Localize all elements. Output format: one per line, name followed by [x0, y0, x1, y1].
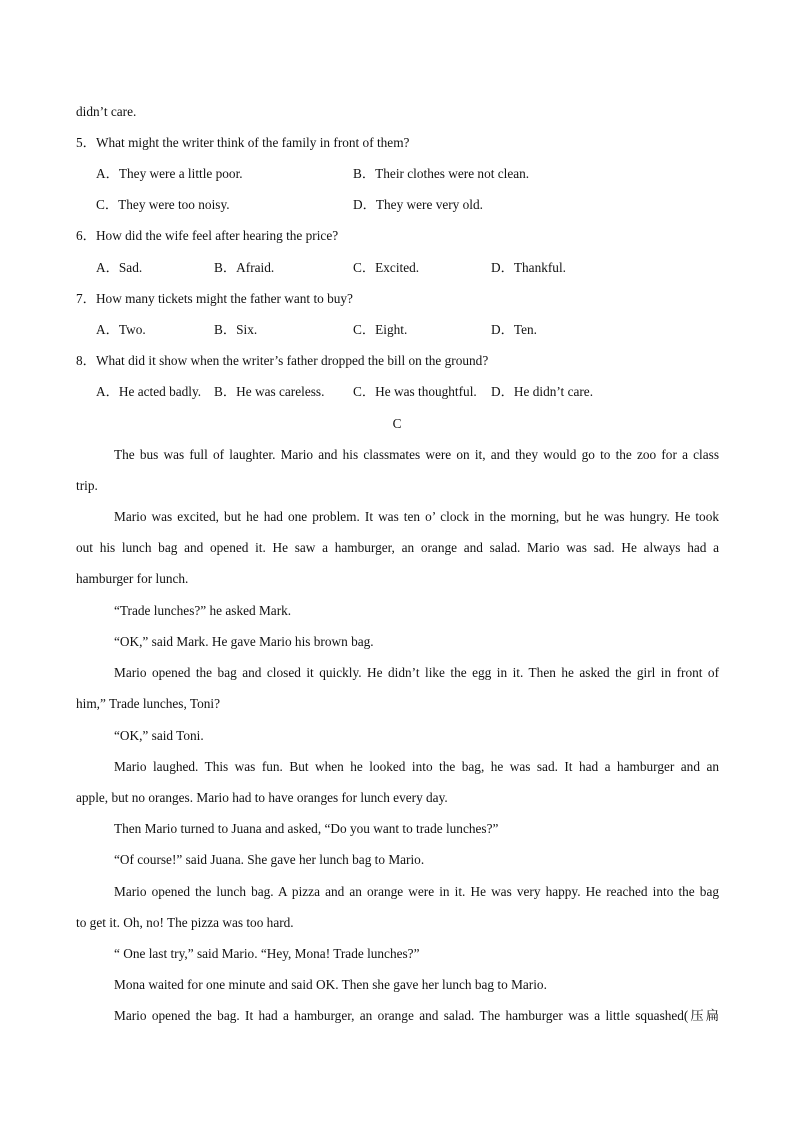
question-8-option-c[interactable]: C．He was thoughtful. — [353, 384, 477, 399]
passage-paragraph-5-line-1: Mario opened the bag and closed it quickly. He didn’t like the egg in it. Then he asked the girl in front of — [114, 665, 719, 680]
passage-paragraph-1-line-2: trip. — [76, 478, 98, 493]
passage-paragraph-2-line-2: out his lunch bag and opened it. He saw a hamburger, an orange and salad. Mario was sad. He always had a — [76, 540, 719, 555]
passage-paragraph-10-line-2: to get it. Oh, no! The pizza was too hard. — [76, 915, 294, 930]
question-7-option-d[interactable]: D．Ten. — [491, 322, 537, 337]
question-6-option-c[interactable]: C．Excited. — [353, 260, 420, 275]
question-7-stem: 7．How many tickets might the father want to buy? — [76, 291, 353, 306]
passage-paragraph-2-line-1: Mario was excited, but he had one problem. It was ten o’ clock in the morning, but he was hungry. He took — [114, 509, 719, 524]
passage-paragraph-9: “Of course!” said Juana. She gave her lunch bag to Mario. — [114, 852, 425, 867]
question-5-option-d[interactable]: D．They were very old. — [353, 197, 483, 212]
passage-paragraph-4: “OK,” said Mark. He gave Mario his brown bag. — [114, 634, 374, 649]
question-8-stem: 8．What did it show when the writer’s father dropped the bill on the ground? — [76, 353, 489, 368]
question-8-option-a[interactable]: A．He acted badly. — [96, 384, 202, 399]
question-8-option-b[interactable]: B．He was careless. — [214, 384, 325, 399]
question-6-option-a[interactable]: A．Sad. — [96, 260, 143, 275]
passage-paragraph-7-line-1: Mario laughed. This was fun. But when he looked into the bag, he was sad. It had a hamburger and an — [114, 759, 719, 774]
passage-paragraph-11: “ One last try,” said Mario. “Hey, Mona! Trade lunches?” — [114, 946, 420, 961]
question-5-option-a[interactable]: A．They were a little poor. — [96, 166, 243, 181]
section-heading-c: C — [392, 416, 402, 431]
question-5-stem: 5．What might the writer think of the family in front of them? — [76, 135, 410, 150]
passage-paragraph-3: “Trade lunches?” he asked Mark. — [114, 603, 292, 618]
passage-paragraph-13-line-1: Mario opened the bag. It had a hamburger, an orange and salad. The hamburger was a little squashed(压扁 — [114, 1008, 719, 1023]
question-7-option-c[interactable]: C．Eight. — [353, 322, 408, 337]
passage-paragraph-2-line-3: hamburger for lunch. — [76, 571, 189, 586]
passage-paragraph-7-line-2: apple, but no oranges. Mario had to have oranges for lunch every day. — [76, 790, 448, 805]
question-8-option-d[interactable]: D．He didn’t care. — [491, 384, 594, 399]
question-6-stem: 6．How did the wife feel after hearing the price? — [76, 228, 339, 243]
question-7-option-b[interactable]: B．Six. — [214, 322, 258, 337]
passage-paragraph-8: Then Mario turned to Juana and asked, “Do you want to trade lunches?” — [114, 821, 499, 836]
passage-paragraph-6: “OK,” said Toni. — [114, 728, 204, 743]
question-6-option-b[interactable]: B．Afraid. — [214, 260, 275, 275]
q4-answer-tail: didn’t care. — [76, 104, 137, 119]
passage-paragraph-10-line-1: Mario opened the lunch bag. A pizza and an orange were in it. He was very happy. He reached into the bag — [114, 884, 719, 899]
passage-paragraph-1-line-1: The bus was full of laughter. Mario and his classmates were on it, and they would go to the zoo for a class — [114, 447, 719, 462]
question-5-option-b[interactable]: B．Their clothes were not clean. — [353, 166, 530, 181]
passage-paragraph-5-line-2: him,” Trade lunches, Toni? — [76, 696, 220, 711]
question-5-option-c[interactable]: C．They were too noisy. — [96, 197, 230, 212]
question-7-option-a[interactable]: A．Two. — [96, 322, 146, 337]
passage-paragraph-12: Mona waited for one minute and said OK. Then she gave her lunch bag to Mario. — [114, 977, 547, 992]
question-6-option-d[interactable]: D．Thankful. — [491, 260, 566, 275]
